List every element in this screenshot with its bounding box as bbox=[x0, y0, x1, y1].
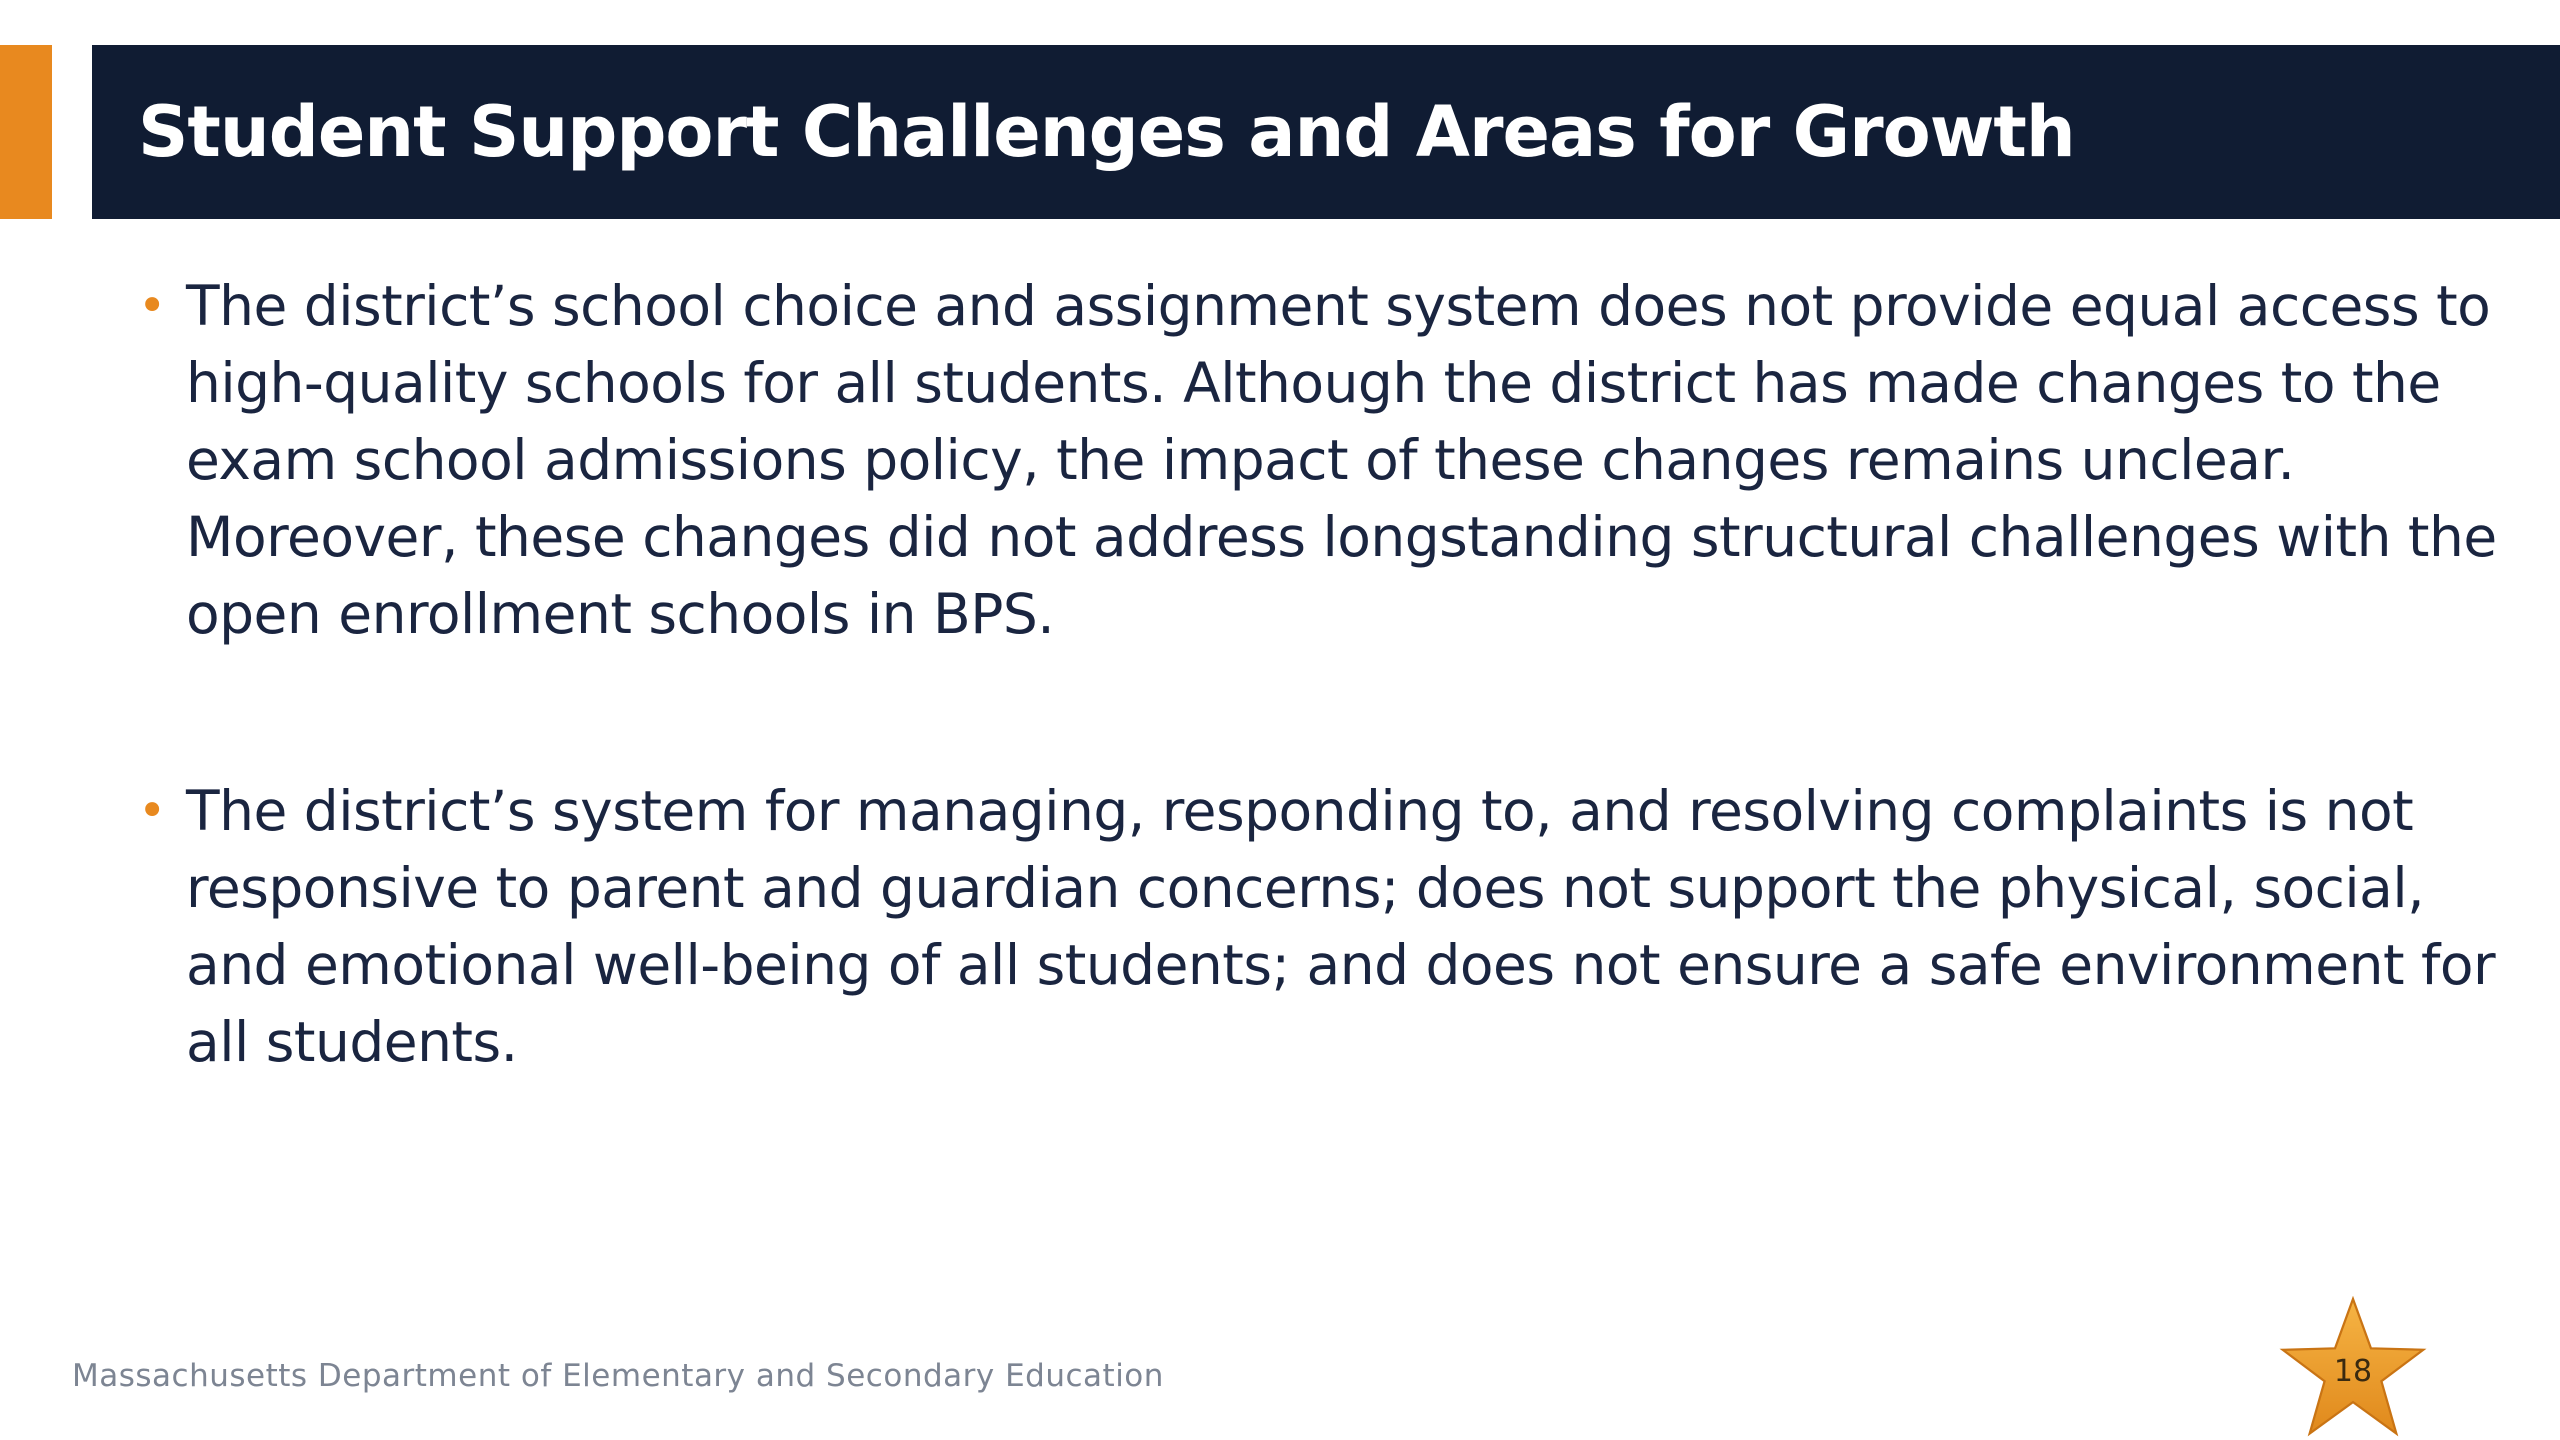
page-number-badge bbox=[2278, 1296, 2428, 1438]
accent-bar bbox=[0, 45, 52, 219]
bullet-item bbox=[138, 268, 2498, 653]
bullet-marker: • bbox=[138, 278, 166, 334]
bullet-marker: • bbox=[138, 783, 166, 839]
title-band bbox=[92, 45, 2560, 219]
bullet-text: The district’s system for managing, responding to, and resolving complaints is not responsive to parent and guardian concerns; does not support the physical, social, and emotional well-being of all students; and does not ensure a safe environment for all students. bbox=[186, 779, 2496, 1074]
page-number: 18 bbox=[2333, 1354, 2373, 1389]
bullet-item bbox=[138, 773, 2498, 1081]
footer-organization: Massachusetts Department of Elementary and Secondary Education bbox=[72, 1358, 1164, 1394]
bullet-list bbox=[138, 268, 2498, 1081]
slide-title: Student Support Challenges and Areas for Growth bbox=[138, 91, 2075, 173]
bullet-text: The district’s school choice and assignment system does not provide equal access to high-quality schools for all students. Although the district has made changes to the exam school admissions policy, the impact of these changes remains unclear. Moreover, these changes did not address longstanding structural challenges with the open enrollment schools in BPS. bbox=[186, 274, 2497, 646]
